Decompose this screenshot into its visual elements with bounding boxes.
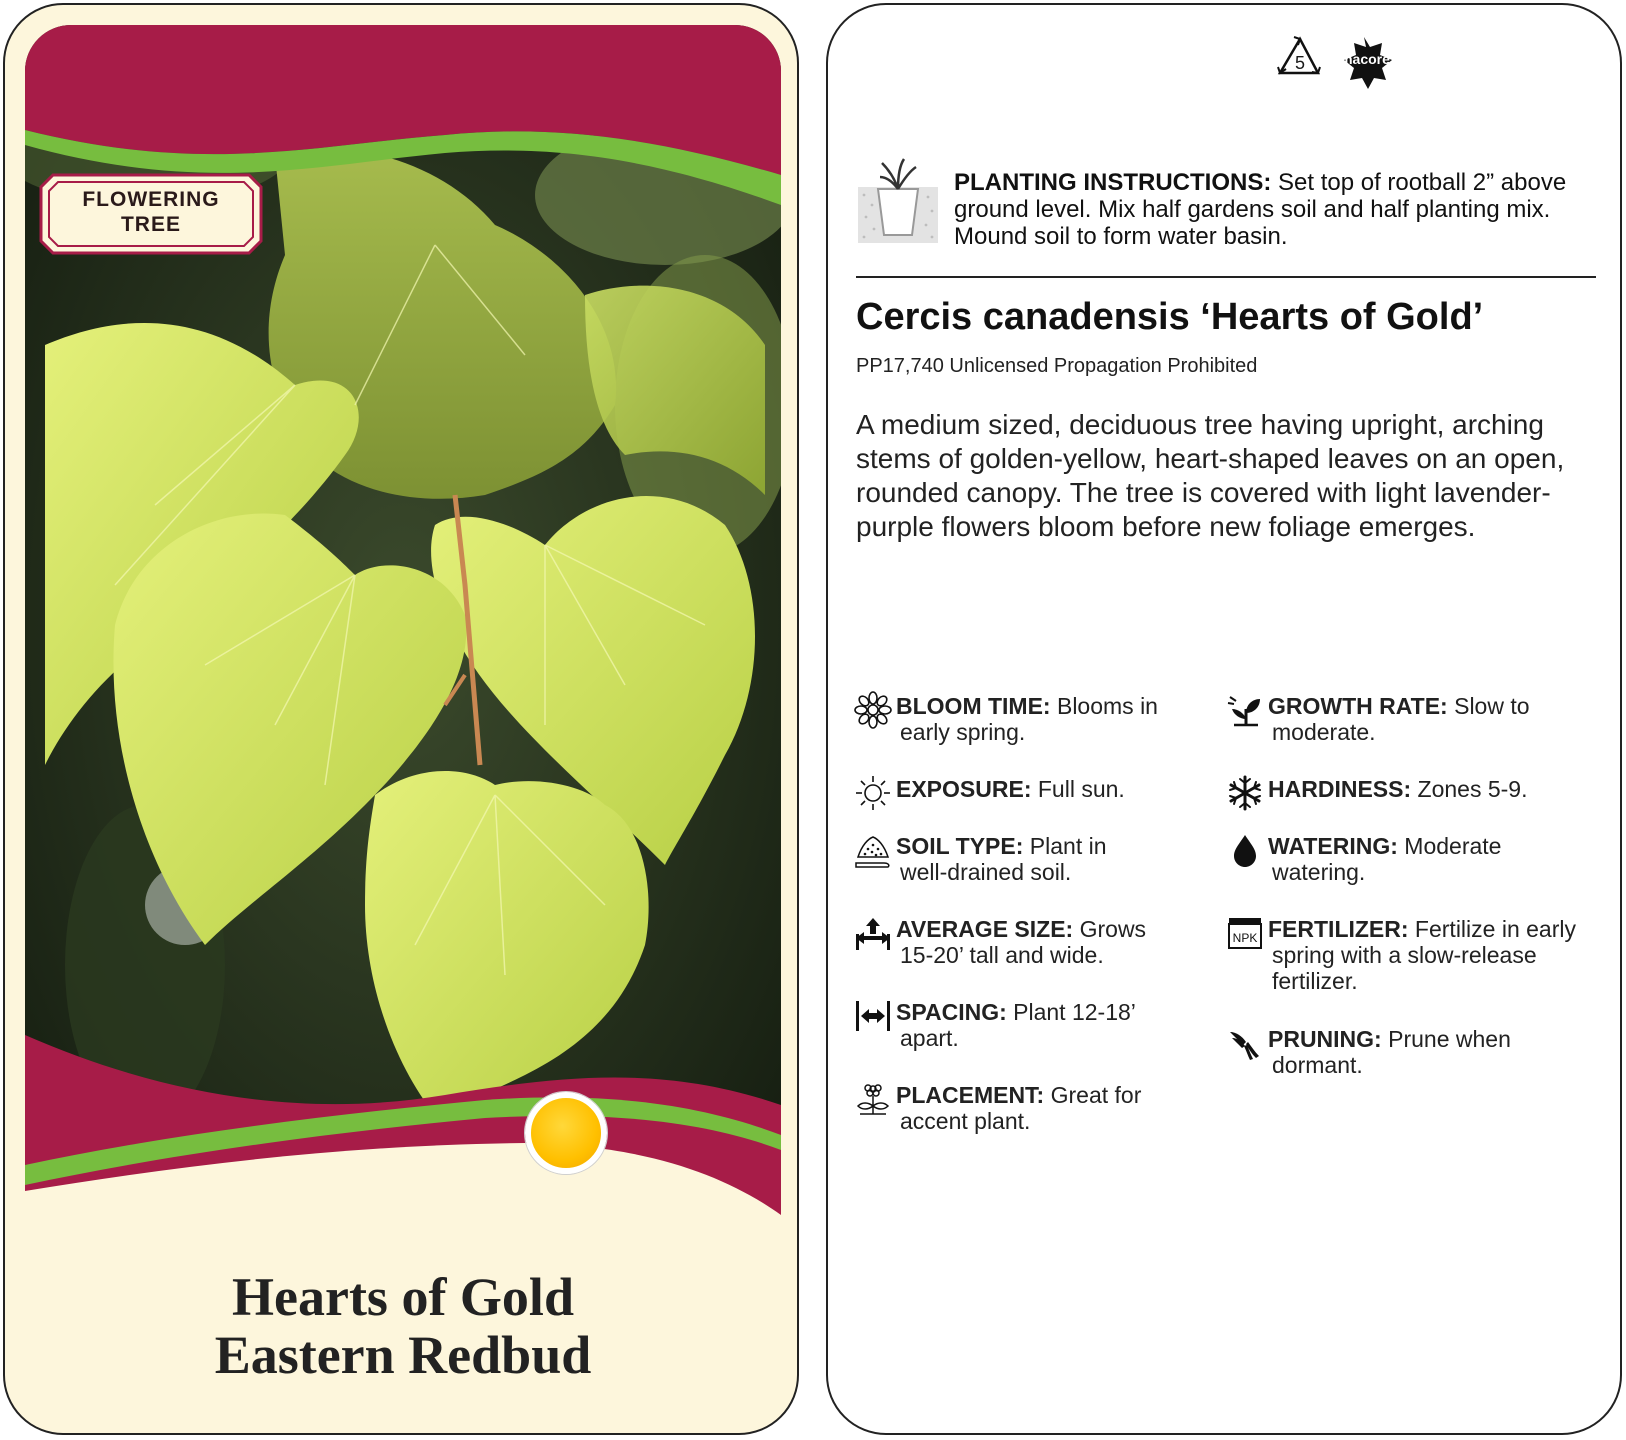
fertilizer-value-c: fertilizer. [1272, 968, 1358, 994]
size-icon [854, 914, 892, 952]
average-size-value-b: 15-20’ tall and wide. [900, 942, 1104, 968]
npk-icon [1226, 914, 1264, 952]
growth-rate-label: GROWTH RATE: [1268, 693, 1448, 719]
hardiness-value: Zones 5-9. [1411, 776, 1528, 802]
category-badge [39, 173, 263, 255]
pruning-value-a: Prune when [1381, 1026, 1511, 1052]
planting-instructions [858, 155, 1598, 255]
soil-icon [854, 831, 892, 869]
pruning-label: PRUNING: [1268, 1026, 1382, 1052]
common-name-line1: Hearts of Gold [232, 1267, 574, 1327]
placement-value-a: Great for [1044, 1082, 1142, 1108]
growth-rate-value-b: moderate. [1272, 719, 1376, 745]
npk-text: NPK [1232, 931, 1258, 945]
pruner-icon [1226, 1024, 1264, 1062]
common-name-line2: Eastern Redbud [214, 1325, 592, 1385]
spacing-icon [854, 997, 892, 1035]
snowflake-icon [1226, 774, 1264, 812]
water-drop-icon [1226, 831, 1264, 869]
watering-label: WATERING: [1268, 833, 1398, 859]
macore-logo-text: macore [1340, 51, 1390, 67]
average-size-label: AVERAGE SIZE: [896, 916, 1074, 942]
logo-group [1274, 33, 1404, 91]
category-line1: FLOWERING [82, 188, 220, 211]
back-card [826, 3, 1622, 1435]
plant-description: A medium sized, deciduous tree having upright, arching stems of golden-yellow, heart-shaped leaves on an open, rounded canopy. The tree is covered with light lavender-purple flowers bloom before new foliage emerges. [856, 409, 1565, 542]
soil-type-value-b: well-drained soil. [900, 859, 1072, 885]
spacing-value-b: apart. [900, 1025, 959, 1051]
average-size-value-a: Grows [1073, 916, 1147, 942]
bloom-time-label: BLOOM TIME: [896, 693, 1051, 719]
placement-label: PLACEMENT: [896, 1082, 1045, 1108]
flower-icon [854, 691, 892, 729]
attribute-grid [854, 691, 1604, 1171]
front-card [3, 3, 799, 1435]
fertilizer-value-b: spring with a slow-release [1272, 942, 1537, 968]
botanical-name: Cercis canadensis ‘Hearts of Gold’ [856, 296, 1484, 338]
recycle-number: 5 [1294, 53, 1305, 73]
common-name [5, 1268, 799, 1384]
placement-value-b: accent plant. [900, 1108, 1031, 1134]
sun-exposure-icon [525, 1092, 607, 1174]
category-line2: TREE [120, 213, 181, 236]
soil-type-label: SOIL TYPE: [896, 833, 1024, 859]
placement-icon [854, 1080, 892, 1118]
pruning-value-b: dormant. [1272, 1052, 1363, 1078]
planting-text [954, 169, 1594, 250]
sprout-icon [1226, 691, 1264, 729]
fertilizer-label: FERTILIZER: [1268, 916, 1409, 942]
bloom-time-value-b: early spring. [900, 719, 1026, 745]
potted-plant-icon [858, 155, 938, 247]
bloom-time-value-a: Blooms in [1050, 693, 1158, 719]
spacing-label: SPACING: [896, 999, 1007, 1025]
exposure-label: EXPOSURE: [896, 776, 1032, 802]
exposure-value: Full sun. [1031, 776, 1125, 802]
sun-icon [854, 774, 892, 812]
patent-notice: PP17,740 Unlicensed Propagation Prohibited [856, 355, 1258, 377]
fertilizer-value-a: Fertilize in early [1408, 916, 1576, 942]
section-divider [856, 276, 1596, 278]
planting-body: Set top of rootball 2” above ground level. Mix half gardens soil and half planting mix. Mound soil to form water basin. [954, 169, 1567, 250]
hardiness-label: HARDINESS: [1268, 776, 1412, 802]
planting-label: PLANTING INSTRUCTIONS: [954, 169, 1272, 196]
watering-value-a: Moderate [1397, 833, 1502, 859]
watering-value-b: watering. [1272, 859, 1366, 885]
growth-rate-value-a: Slow to [1447, 693, 1530, 719]
spacing-value-a: Plant 12-18’ [1006, 999, 1136, 1025]
soil-type-value-a: Plant in [1023, 833, 1107, 859]
